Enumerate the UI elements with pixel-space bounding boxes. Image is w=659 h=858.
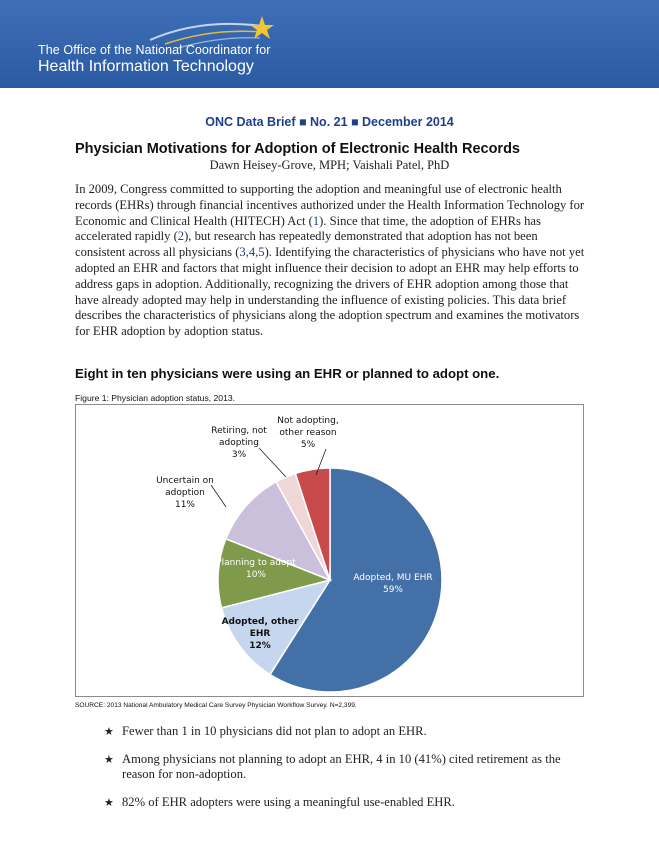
list-item: ★ Fewer than 1 in 10 physicians did not plan to adopt an EHR. — [104, 724, 427, 738]
list-item: ★ 82% of EHR adopters were using a meaningful use-enabled EHR. — [104, 794, 455, 809]
star-bullet-icon: ★ — [104, 795, 114, 809]
section-heading: Eight in ten physicians were using an EHR or planned to adopt one. — [75, 366, 500, 381]
slice-label: Adopted, MU EHR 59% — [353, 573, 433, 595]
authors: Dawn Heisey-Grove, MPH; Vaishali Patel, PhD — [209, 158, 450, 172]
source-note: SOURCE: 2013 National Ambulatory Medical Care Survey Physician Workflow Survey. N=2,399. — [75, 702, 357, 709]
slice-label: Not adopting, other reason 5% — [277, 416, 339, 450]
header-banner — [0, 0, 659, 88]
star-bullet-icon: ★ — [104, 725, 114, 738]
figure-caption: Figure 1: Physician adoption status, 2013. — [75, 393, 236, 403]
leader-line — [211, 485, 226, 507]
slice-label: Planning to adopt 10% — [216, 558, 296, 580]
citation-link-1[interactable]: 1 — [312, 213, 320, 228]
figure-box — [75, 404, 584, 697]
slice-label: Adopted, other EHR 12% — [221, 617, 299, 651]
brief-issue-line: ONC Data Brief ■ No. 21 ■ December 2014 — [205, 115, 454, 129]
list-item: ★ Among physicians not planning to adopt an EHR, 4 in 10 (41%) cited retirement as the reason for non-adoption. — [104, 751, 561, 781]
org-name-line2: Health Information Technology — [38, 58, 254, 75]
intro-paragraph: In 2009, Congress committed to supporting the adoption and meaningful use of electronic health records (EHRs) through financial incentives authorized under the Health Information Technology for Economic and Clinical Health (HITECH) Act (1). Since that time, the adoption of EHRs has accelerated rapidly (2), but research has repeatedly demonstrated that adoption has not been consistent across all physicians (3,4,5). Identifying the characteristics of physicians who have not yet adopted an EHR and factors that might influence their decision to adopt an EHR may help efforts to address gaps in adoption. Additionally, recognizing the drivers of EHR adoption among those that have already adopted may help in understanding the influence of existing policies. This data brief describes the characteristics of physicians along the adoption spectrum and examines the motivators for EHR adoption by adoption status. — [75, 182, 585, 339]
document-title: Physician Motivations for Adoption of Electronic Health Records — [75, 141, 520, 157]
pie-chart — [76, 405, 583, 696]
org-name-line1: The Office of the National Coordinator for — [38, 43, 271, 57]
citation-link-2[interactable]: 2 — [177, 229, 185, 244]
citation-link-3-4-5[interactable]: 3,4,5 — [239, 245, 265, 260]
findings-list — [104, 724, 584, 822]
slice-label: Retiring, not adopting 3% — [211, 426, 267, 460]
leader-line — [259, 448, 286, 477]
star-bullet-icon: ★ — [104, 752, 114, 766]
slice-label: Uncertain on adoption 11% — [156, 476, 214, 510]
